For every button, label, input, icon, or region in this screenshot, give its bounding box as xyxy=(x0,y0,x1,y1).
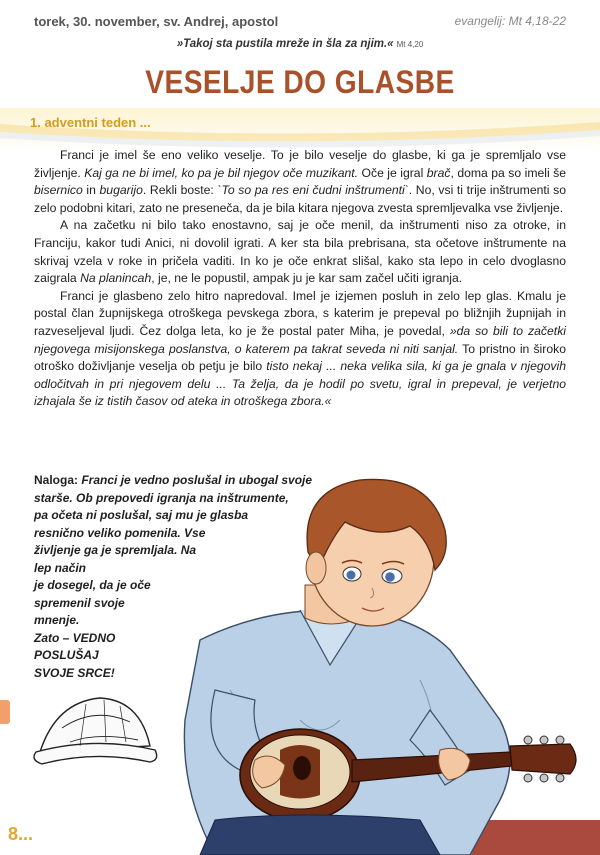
text-run-italic: bugarijo xyxy=(99,183,143,198)
text-run-italic: Kaj ga ne bi imel, ko pa je bil njegov oče muzikant. xyxy=(84,165,359,180)
week-label: 1. adventni teden ... xyxy=(30,115,151,130)
text-run: Franci je imel še eno veliko veselje. To je bilo veselje do glasbe, ki ga je spremljalo vse življenje. xyxy=(34,148,566,180)
page-edge-tab xyxy=(0,700,10,724)
task-line: lep način xyxy=(34,560,87,575)
gospel-reference: evangelij: Mt 4,18-22 xyxy=(454,14,566,28)
paragraph-1 xyxy=(34,147,566,217)
text-run-italic: Na planincah xyxy=(80,271,152,286)
red-cushion xyxy=(470,820,600,855)
task-line: mnenje. xyxy=(34,613,80,627)
text-run-italic: »da so bili to začetki njegovega misijonskega poslanstva, o katerem pa takrat seveda ni niti sanjal. xyxy=(34,323,566,356)
task-box xyxy=(34,472,314,682)
quote-text: »Takoj sta pustila mreže in šla za njim.« xyxy=(176,38,394,50)
task-line: je dosegel, da je oče xyxy=(34,578,151,592)
paragraph-2 xyxy=(34,217,566,287)
page-number: 8... xyxy=(8,824,34,844)
text-run-italic: tisto nekaj ... neka velika sila, ki ga je gnala v njegovih odločitvah in pri njegovem delu ... Ta želja, da je hodil po svetu, igral in prepeval, je verjetno izhajala še iz tistih časov od ateka in otroškega zbora.« xyxy=(34,359,566,409)
quote-reference: Mt 4,20 xyxy=(396,40,424,49)
paragraph-3 xyxy=(34,288,566,411)
hat-icon xyxy=(34,698,157,764)
text-run: Oče je igral xyxy=(358,165,427,180)
story-text xyxy=(34,147,566,411)
task-label: Naloga: xyxy=(34,473,79,487)
text-run-italic: `To so pa res eni čudni inštrumenti` xyxy=(217,183,409,198)
text-run: . Rekli boste: xyxy=(142,183,218,198)
text-run: Franci je glasbeno zelo hitro napredoval. Imel je izjemen posluh in zelo lep glas. Kmalu je postal član župnijskega otroškega pevskega zbora, s katerim je prepeval po bližnjih župnijah in razveseljeval ljudi. Čez dolga leta, ko je že postal pater Miha, je povedal, xyxy=(34,288,566,338)
task-line: Zato – VEDNO xyxy=(34,630,116,645)
date-line: torek, 30. november, sv. Andrej, apostol xyxy=(34,14,279,29)
task-line: SVOJE SRCE! xyxy=(34,665,115,680)
text-run-italic: brač xyxy=(426,165,451,180)
task-line: življenje ga je spremljala. Na xyxy=(34,543,197,557)
text-run-italic: bisernico xyxy=(34,183,83,198)
task-line: pa očeta ni poslušal, saj mu je glasba xyxy=(34,508,249,522)
task-line: Franci je vedno poslušal in ubogal svoje xyxy=(78,473,313,487)
text-run: To pristno in široko otroško doživljanje veselja ob petju je bilo xyxy=(34,341,566,374)
text-run: , je, ne le popustil, ampak ju je kar sam začel učiti igranja. xyxy=(151,271,463,286)
task-line: starše. Ob prepovedi igranja na inštrumente, xyxy=(34,490,289,505)
task-line: spremenil svoje xyxy=(34,595,125,610)
text-run: in xyxy=(82,183,100,198)
text-run: , doma pa so imeli še xyxy=(450,165,566,180)
quote xyxy=(0,38,600,50)
task-line: POSLUŠAJ xyxy=(34,648,99,662)
text-run: . No, vsi ti trije inštrumenti so zelo podobni kitari, zato ne preseneča, da je bila kitara njegova zvesta spremljevalka vse življenje. xyxy=(34,183,566,215)
page-title: VESELJE DO GLASBE xyxy=(145,64,455,100)
text-run: A na začetku ni bilo tako enostavno, saj je oče menil, da inštrumenti niso za otroke, in Franciju, kakor tudi Anici, ni dovolil igrati. A ker sta bila prebrisana, sta očetove inštrumente na skrivaj vzela v roke in pričela vaditi. In ko je oče enkrat slišal, kako sta lepo in celo dvoglasno zaigrala xyxy=(34,218,566,286)
task-line: resnično veliko pomenila. Vse xyxy=(34,525,206,540)
